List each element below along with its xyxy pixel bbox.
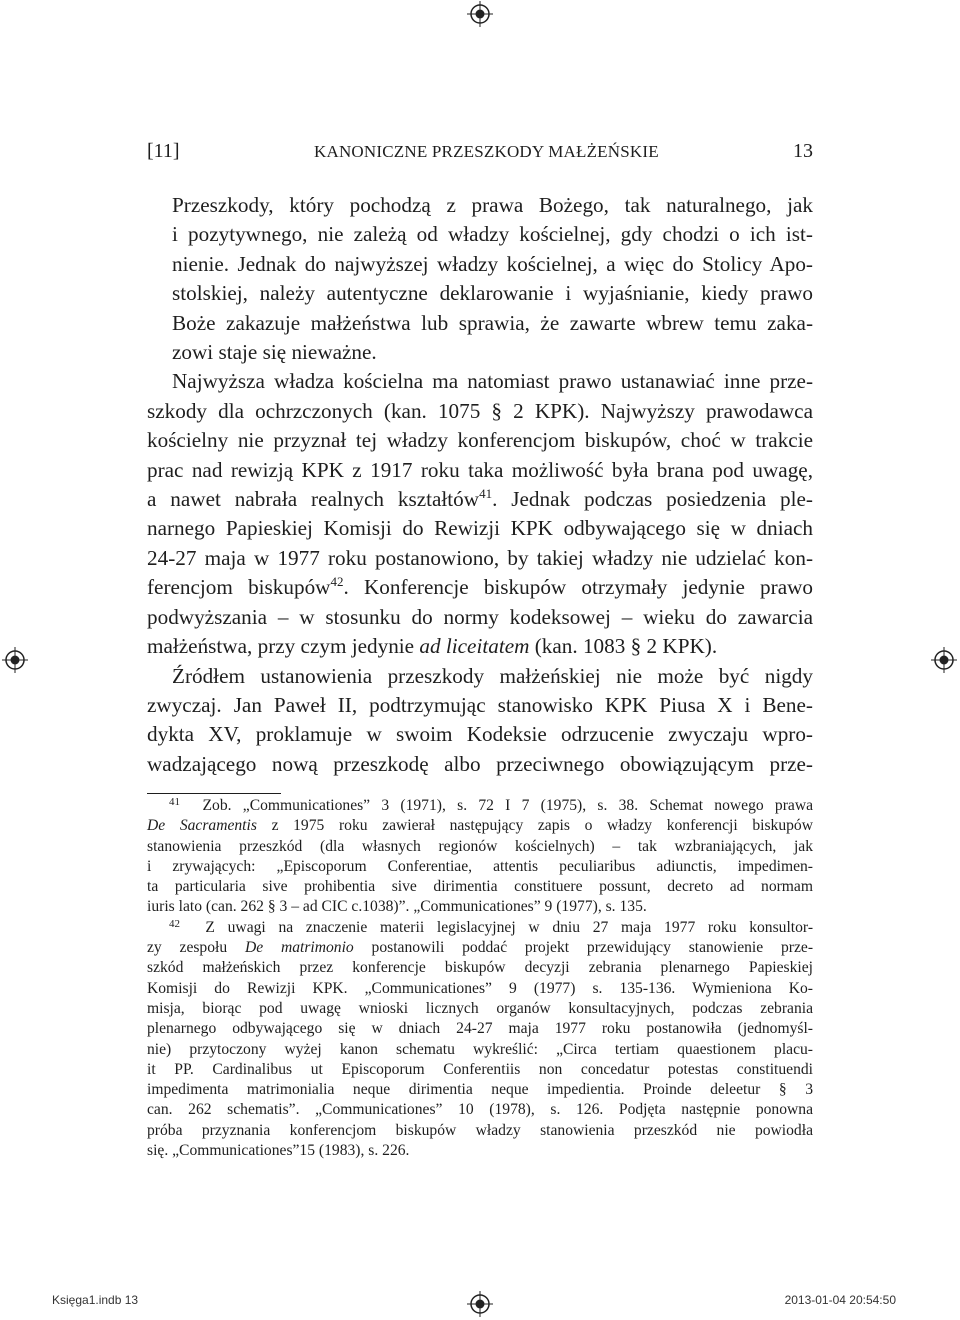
slug-file-name: Księga1.indb 13	[52, 1293, 139, 1307]
text-run: a nawet nabrała realnych kształtów	[147, 487, 480, 512]
footnote-number: 41	[169, 796, 180, 808]
text-line	[147, 573, 813, 602]
text-line: nienie. Jednak do najwyższej władzy kościelnej, a więc do Stolicy Apo-	[172, 251, 813, 276]
text-line	[147, 796, 813, 816]
text-line: impedimenta matrimonialia neque dirimentia neque impedientia. Proinde deleetur § 3	[147, 1081, 813, 1099]
text-line: próba przyznania konferencjom biskupów władzy stanowienia przeszkód nie powiodła	[147, 1121, 813, 1139]
registration-mark-right	[931, 647, 957, 673]
text-line: zwyczaj. Jan Paweł II, podtrzymując stanowisko KPK Piusa X i Bene-	[147, 692, 813, 717]
text-run: (kan. 1083 § 2 KPK).	[529, 634, 718, 659]
text-line: 24-27 maja w 1977 roku postanowiono, by takiej władzy nie udzielać kon-	[147, 545, 813, 570]
text-line: się. „Communicationes”15 (1983), s. 226.	[147, 1142, 410, 1160]
text-line	[147, 816, 813, 836]
text-run: Zob. „Communicationes” 3 (1971), s. 72 I 7 (1975), s. 38. Schemat nowego prawa	[202, 797, 814, 814]
body-text	[147, 191, 813, 779]
text-line: podwyższania – w stosunku do normy kodeksowej – wieku do zawarcia	[147, 604, 813, 629]
text-run: ferencjom biskupów	[147, 575, 331, 600]
italic-title: De matrimonio	[244, 939, 354, 957]
text-line: wadzającego nową przeszkodę albo przeciwnego obowiązującym prze-	[147, 751, 813, 776]
registration-mark-icon	[2, 647, 28, 673]
text-run: . Konferencje biskupów otrzymały jedynie prawo	[343, 575, 813, 600]
italic-title: De Sacramentis	[147, 817, 257, 835]
text-line: iuris lato (can. 262 § 3 – ad CIC c.1038)”. „Communicationes” 9 (1977), s. 135.	[147, 898, 647, 916]
text-line: prac nad rewizją KPK z 1917 roku taka możliwość była brana pod uwagę,	[147, 457, 813, 482]
text-line: szkody dla ochrzczonych (kan. 1075 § 2 KPK). Najwyższy prawodawca	[147, 398, 813, 423]
section-number: [11]	[147, 140, 180, 162]
registration-mark-icon	[467, 1291, 493, 1317]
paragraph-3	[147, 662, 813, 780]
registration-mark-bottom	[467, 1291, 493, 1317]
text-line: Źródłem ustanowienia przeszkody małżeńskiej nie może być nigdy	[172, 663, 813, 688]
footnote-separator	[147, 793, 281, 794]
text-line: Boże zakazuje małżeństwa lub sprawia, że zawarte wbrew temu zaka-	[172, 310, 813, 335]
registration-mark-top	[467, 1, 493, 27]
footnote-ref-42[interactable]: 42	[330, 574, 344, 590]
text-line	[147, 938, 813, 958]
text-line: stolskiej, należy autentyczne deklarowanie i wyjaśnianie, kiedy prawo	[172, 281, 813, 306]
text-line: misja, biorąc pod uwagę wnioski licznych organów konsultacyjnych, podczas zebrania	[147, 999, 813, 1017]
page-number: 13	[793, 140, 813, 162]
paragraph-1	[147, 191, 813, 367]
text-run: Z uwagi na znaczenie materii legislacyjnej w dniu 27 maja 1977 roku konsultor-	[205, 918, 814, 936]
text-line: it PP. Cardinalibus ut Episcoporum Conferentiis non concedatur potestas constituendi	[147, 1060, 813, 1078]
text-line	[147, 632, 813, 661]
italic-term: ad liceitatem	[419, 634, 530, 659]
footnote-42	[147, 918, 813, 1162]
running-title: KANONICZNE PRZESZKODY MAŁŻEŃSKIE	[314, 142, 659, 161]
text-line	[147, 918, 813, 938]
text-line: i zrywających: „Episcoporum Conferentiae, attentis peculiaribus adiunctis, impedimen-	[147, 857, 813, 875]
text-line: nie) przytoczony wyżej kanon schematu wykreślić: „Circa tertiam quaestionem placu-	[147, 1040, 813, 1058]
text-line: Komisji do Rewizji KPK. „Communicationes” 9 (1977) s. 135-136. Wymieniona Ko-	[147, 979, 813, 997]
text-line: Przeszkody, który pochodzą z prawa Bożego, tak naturalnego, jak	[172, 193, 813, 217]
running-head	[147, 138, 813, 164]
footnote-41	[147, 796, 813, 918]
footnote-number: 42	[169, 917, 180, 930]
text-line: narnego Papieskiej Komisji do Rewizji KPK odbywającego się w dniach	[147, 516, 813, 541]
text-line: dykta XV, proklamuje w swoim Kodeksie odrzucenie zwyczaju wpro-	[147, 722, 813, 747]
text-run: zy zespołu	[147, 939, 245, 957]
text-line: szkód małżeńskich przez konferencje biskupów decyzji zebrania plenarnego Papieskiej	[147, 959, 813, 977]
slug-timestamp: 2013-01-04 20:54:50	[784, 1293, 896, 1307]
text-line: stanowienia przeszkód (dla własnych regionów kościelnych) – tak wzbraniających, jak	[147, 837, 813, 855]
text-line: kościelny nie przyznał tej władzy konferencjom biskupów, choć w trakcie	[147, 428, 813, 453]
registration-mark-left	[2, 647, 28, 673]
text-run: . Jednak podczas posiedzenia ple-	[492, 487, 813, 512]
text-line: can. 262 schematis”. „Communicationes” 10 (1978), s. 126. Podjęta następnie ponowna	[147, 1101, 813, 1119]
footnotes	[147, 796, 813, 1161]
text-line: Najwyższa władza kościelna ma natomiast prawo ustanawiać inne prze-	[172, 369, 813, 394]
text-line	[147, 485, 813, 514]
registration-mark-icon	[931, 647, 957, 673]
footnote-ref-41[interactable]: 41	[479, 486, 493, 502]
registration-mark-icon	[467, 1, 493, 27]
text-run: małżeństwa, przy czym jedynie	[147, 634, 420, 659]
paragraph-2	[147, 367, 813, 661]
text-line: zowi staje się nieważne.	[172, 340, 377, 365]
text-run: postanowili poddać projekt przewidujący stanowienie prze-	[353, 939, 814, 957]
text-line: plenarnego odbywającego się w dniach 24-27 maja 1977 roku postanowiła (jednomyśl-	[147, 1020, 813, 1038]
text-line: ta particularia sive prohibentia sive dirimentia constituere possunt, decreto ad normam	[147, 878, 813, 896]
text-line: i pozytywnego, nie zależą od władzy kościelnej, gdy chodzi o ich ist-	[172, 222, 813, 247]
text-run: z 1975 roku zawierał następujący zapis o władzy konferencji biskupów	[256, 817, 813, 835]
